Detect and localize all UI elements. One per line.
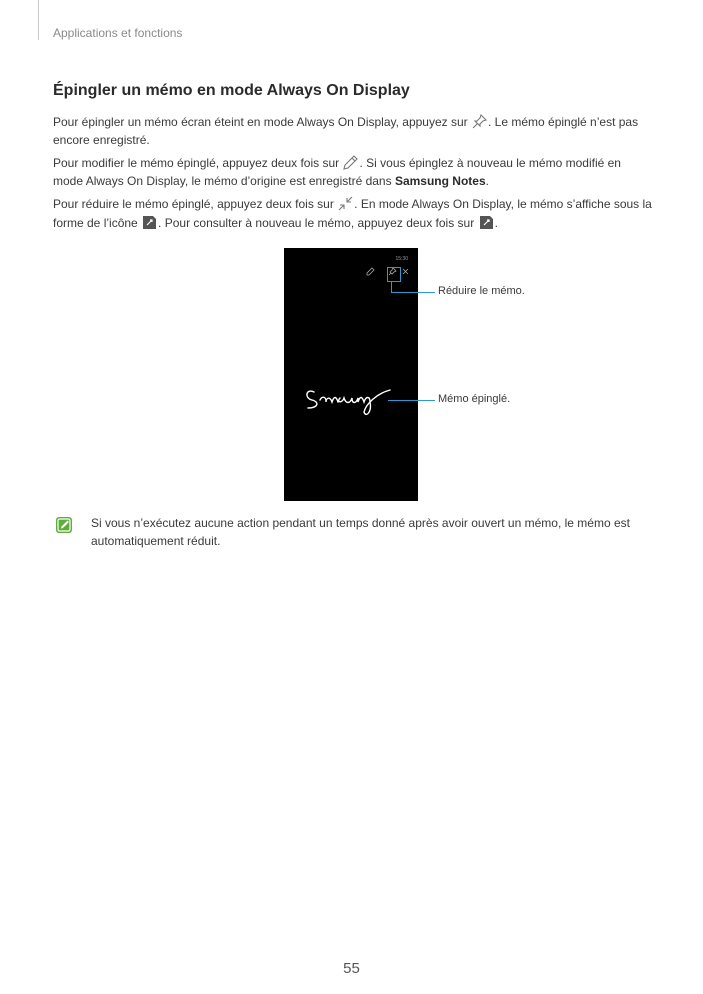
paragraph-edit xyxy=(53,154,653,190)
edit-pen-icon xyxy=(342,154,359,171)
page-number: 55 xyxy=(343,960,360,977)
section-header: Applications et fonctions xyxy=(53,26,183,40)
text: . xyxy=(494,215,498,230)
paragraph-pin xyxy=(53,113,653,149)
callout-reduce: Réduire le mémo. xyxy=(438,285,525,297)
callout-line xyxy=(391,292,435,293)
callout-line xyxy=(388,400,435,401)
text: . Le mémo épinglé n’est pas encore enregistré. xyxy=(53,115,639,147)
memo-icon xyxy=(478,214,495,231)
samsung-notes-label: Samsung Notes xyxy=(394,173,486,188)
text: Pour épingler un mémo écran éteint en mode Always On Display, appuyez sur xyxy=(53,115,471,129)
highlight-box xyxy=(387,267,401,282)
page-title: Épingler un mémo en mode Always On Display xyxy=(53,82,410,99)
note-text: Si vous n’exécutez aucune action pendant un temps donné après avoir ouvert un mémo, le mémo est automatiquement réduit. xyxy=(91,516,630,548)
note-icon xyxy=(55,516,73,534)
edit-pen-icon[interactable] xyxy=(366,267,375,276)
text: . En mode Always On Display, le mémo s’affiche sous la forme de l’icône xyxy=(53,197,652,230)
phone-screen xyxy=(284,248,418,501)
paragraph-reduce xyxy=(53,195,653,232)
callout-pinned: Mémo épinglé. xyxy=(438,393,511,405)
handwritten-memo-signature xyxy=(300,378,400,418)
left-margin-rule xyxy=(38,0,39,40)
close-icon[interactable] xyxy=(401,267,410,276)
text: . xyxy=(485,173,489,188)
text: . Si vous épinglez à nouveau le mémo modifié en mode Always On Display, le mémo d’origine est enregistré dans xyxy=(53,156,621,188)
status-time: 15:30 xyxy=(395,256,408,262)
text: Pour modifier le mémo épinglé, appuyez deux fois sur xyxy=(53,156,343,170)
pin-icon xyxy=(471,113,488,130)
memo-icon xyxy=(141,214,158,231)
text: Pour réduire le mémo épinglé, appuyez deux fois sur xyxy=(53,197,338,211)
text: . Pour consulter à nouveau le mémo, appuyez deux fois sur xyxy=(158,215,478,230)
minimize-icon xyxy=(337,195,354,212)
